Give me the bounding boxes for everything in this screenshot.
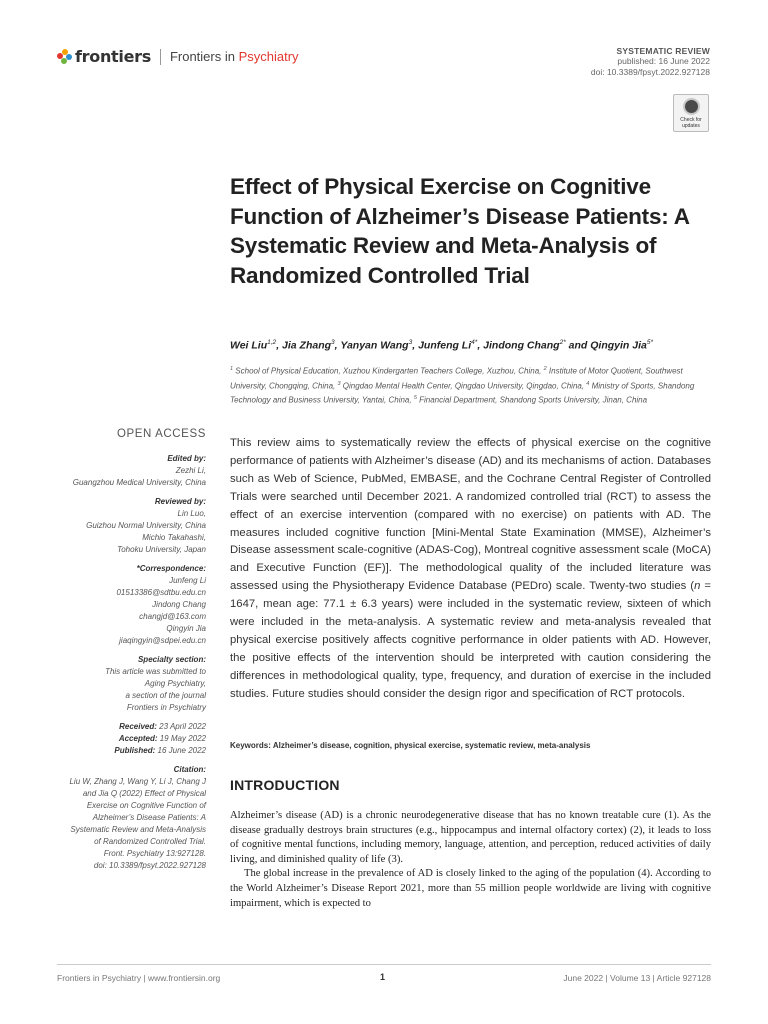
sidebar-line: Michio Takahashi,: [142, 533, 206, 542]
open-access-label: OPEN ACCESS: [116, 428, 206, 440]
sidebar-line: jiaqingyin@sdpei.edu.cn: [119, 636, 206, 645]
author-separator: ,: [276, 339, 283, 352]
footer-divider: [57, 964, 711, 965]
sidebar-line: Jindong Chang: [152, 600, 206, 609]
citation-text: [36, 776, 206, 872]
sidebar-line: Systematic Review and Meta-Analysis: [70, 825, 206, 834]
check-for-updates-button[interactable]: [673, 94, 709, 132]
page-number: 1: [380, 972, 386, 982]
published-date-sidebar: Published: 16 June 2022: [114, 746, 206, 755]
sidebar-line: Exercise on Cognitive Function of: [86, 801, 206, 810]
author-name[interactable]: Wei Liu: [230, 339, 268, 352]
check-updates-label: Check for updates: [680, 117, 702, 129]
introduction-body: [230, 809, 711, 911]
author-affiliation-mark: 3: [408, 339, 413, 346]
sidebar-line: 01513386@sdtbu.edu.cn: [116, 588, 206, 597]
author-name[interactable]: Jia Zhang: [282, 339, 332, 352]
sidebar-line: Guizhou Normal University, China: [86, 521, 206, 530]
affiliations: [230, 363, 710, 407]
specialty-section-text: [36, 666, 206, 714]
author-affiliation-mark: 3: [331, 339, 335, 346]
sidebar-line: Frontiers in Psychiatry: [126, 703, 206, 712]
intro-paragraph: The global increase in the prevalence of AD is closely linked to the aging of the population (4). According to the World Alzheimer’s Disease Report 2021, more than 55 million people worldwide are living with cognitive impairment, which is expected to: [230, 868, 711, 909]
edited-by-heading: Edited by:: [167, 454, 206, 463]
article-type: SYSTEMATIC REVIEW: [616, 46, 710, 56]
sidebar-line: Zezhi Li,: [175, 466, 206, 475]
sidebar-line: Aging Psychiatry,: [144, 679, 206, 688]
journal-brand[interactable]: [57, 47, 299, 66]
affiliation-text: Qingdao Mental Health Center, Qingdao University, Qingdao, China,: [340, 381, 587, 391]
published-date: published: 16 June 2022: [617, 56, 710, 66]
author-list: [230, 339, 710, 352]
footer-issue-info: June 2022 | Volume 13 | Article 927128: [563, 973, 711, 983]
article-meta: [591, 46, 710, 78]
affiliation-text: School of Physical Education, Xuzhou Kindergarten Teachers College, Xuzhou, China,: [233, 366, 544, 376]
abstract-text: This review aims to systematically review the effects of physical exercise on the cognitive performance of patients with Alzheimer’s disease (AD) and its mechanisms of action. Databases such as Web of Science, PubMed, EMBASE, and the Cochrane Central Register of Controlled Trials were searched until December 2021. A randomized controlled trial (RCT) to assess the effect of an exercise intervention (compared with no exercise) on patients with AD. The measures included cognitive function [Mini-Mental State Examination (MMSE), Alzheimer’s Disease assessment scale-cognitive (ADAS-Cog), Montreal cognitive assessment scale (MoCA) and Executive Function (EF)]. The methodological quality of the included literature was assessed using the Physiotherapy Evidence Database (PEDro) scale. Twenty-two studies (n = 1647, mean age: 77.1 ± 6.3 years) were included in the systematic review, sixteen of which were included in the meta-analysis. A systematic review and meta-analysis revealed that physical exercise positively affects cognitive performance in older patients with AD. However, the positive effects of the intervention should be interpreted with caution considering the differences in methodological quality, type, frequency, and duration of exercise in the included studies. Future studies should consider the design rigor and specification of RCT protocols.: [230, 437, 711, 700]
sidebar-line: of Randomized Controlled Trial.: [94, 837, 206, 846]
author-name[interactable]: Yanyan Wang: [340, 339, 409, 352]
author-affiliation-mark: 5*: [646, 339, 654, 346]
sidebar-line: Lin Luo,: [177, 509, 206, 518]
author-name[interactable]: Qingyin Jia: [590, 339, 647, 352]
brand-divider: [160, 49, 161, 65]
editor-list: [36, 465, 206, 489]
sidebar-line: Qingyin Jia: [166, 624, 206, 633]
sidebar-line: Alzheimer’s Disease Patients: A: [92, 813, 206, 822]
brand-wordmark: frontiers: [75, 47, 151, 66]
author-separator: ,: [334, 339, 341, 352]
author-name[interactable]: Jindong Chang: [483, 339, 560, 352]
journal-name: Frontiers in Psychiatry: [169, 49, 299, 64]
author-affiliation-mark: 1,2: [267, 339, 277, 346]
sidebar-line: Junfeng Li: [169, 576, 206, 585]
author-name[interactable]: Junfeng Li: [418, 339, 472, 352]
footer-journal-link[interactable]: Frontiers in Psychiatry | www.frontiersin.org: [57, 973, 221, 983]
sidebar-line: and Jia Q (2022) Effect of Physical: [82, 789, 206, 798]
affiliation-text: Financial Department, Shandong Sports University, Jinan, China: [416, 395, 648, 405]
author-affiliation-mark: 4*: [471, 339, 478, 346]
sidebar-line: Liu W, Zhang J, Wang Y, Li J, Chang J: [69, 777, 206, 786]
article-info-sidebar: [36, 453, 206, 872]
accepted-date: Accepted: 19 May 2022: [118, 734, 206, 743]
affiliation-number: 5: [413, 395, 417, 402]
specialty-section-heading: Specialty section:: [137, 655, 206, 664]
keywords-line: Keywords: Alzheimer’s disease, cognition, physical exercise, systematic review, meta-analysis: [230, 741, 591, 750]
sidebar-line: This article was submitted to: [105, 667, 206, 676]
author-separator: ,: [412, 339, 419, 352]
reviewer-list: [36, 508, 206, 556]
affiliation-number: 1: [230, 366, 234, 372]
correspondence-list[interactable]: [36, 575, 206, 647]
affiliation-text: Ministry of Sports, Shandong Technology and Business University, Yantai, China,: [230, 381, 695, 405]
frontiers-logo-icon: [57, 49, 72, 64]
sidebar-line: Tohoku University, Japan: [117, 545, 206, 554]
citation-heading: Citation:: [173, 765, 206, 774]
sidebar-line: doi: 10.3389/fpsyt.2022.927128: [93, 861, 206, 870]
article-title: Effect of Physical Exercise on Cognitive Function of Alzheimer’s Disease Patients: A Systematic Review and Meta-Analysis of Randomized Controlled Trial: [230, 174, 690, 288]
affiliation-number: 3: [337, 380, 341, 387]
reviewed-by-heading: Reviewed by:: [154, 497, 206, 506]
article-doi[interactable]: doi: 10.3389/fpsyt.2022.927128: [590, 67, 710, 77]
author-separator: ,: [477, 339, 484, 352]
introduction-heading: INTRODUCTION: [230, 777, 340, 793]
check-updates-icon: [683, 98, 700, 115]
affiliation-number: 4: [586, 380, 590, 387]
sidebar-line: changjd@163.com: [139, 612, 206, 621]
intro-paragraph: Alzheimer’s disease (AD) is a chronic neurodegenerative disease that has no known treatable cure (1). As the disease gradually destroys brain structures (e.g., hippocampus and internal olfactory cortex) (2), it leads to loss of cognitive mental functions, including memory, language, attention, and perception, reduced activities of daily living, and diminished quality of life (3).: [230, 810, 711, 865]
sidebar-line: a section of the journal: [125, 691, 206, 700]
correspondence-heading: *Correspondence:: [136, 564, 206, 573]
author-affiliation-mark: 2*: [559, 339, 566, 346]
received-date: Received: 23 April 2022: [119, 722, 206, 731]
sidebar-line: Front. Psychiatry 13:927128.: [103, 849, 206, 858]
sidebar-line: Guangzhou Medical University, China: [72, 478, 206, 487]
affiliation-text: Institute of Motor Quotient, Southwest University, Chongqing, China,: [230, 366, 683, 391]
affiliation-number: 2: [543, 366, 547, 372]
author-separator: and: [565, 339, 591, 352]
